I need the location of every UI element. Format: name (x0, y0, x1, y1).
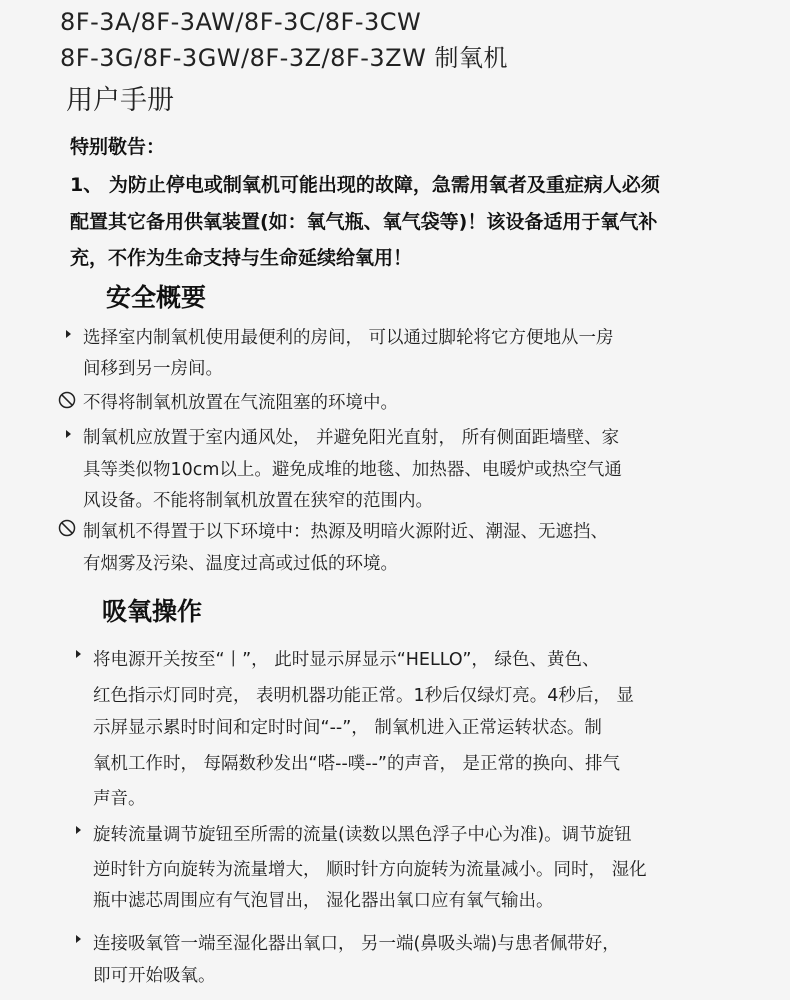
model-list-line-2: 8F-3G/8F-3GW/8F-3Z/8F-3ZW 制氧机 (60, 44, 508, 72)
safety-heading: 安全概要 (106, 283, 207, 312)
safety-item-line: 间移到另一房间。 (83, 359, 223, 379)
warning-line: 配置其它备用供氧装置(如：氧气瓶、氧气袋等)！该设备适用于氧气补 (70, 211, 658, 233)
safety-item-line: 具等类似物10cm以上。避免成堆的地毯、加热器、电暖炉或热空气通 (83, 460, 622, 480)
safety-item-line: 不得将制氧机放置在气流阻塞的环境中。 (83, 393, 398, 413)
warning-line: 1、 为防止停电或制氧机可能出现的故障，急需用氧者及重症病人必须 (70, 174, 660, 196)
prohibited-icon (58, 519, 76, 537)
model-list-line-1: 8F-3A/8F-3AW/8F-3C/8F-3CW (60, 8, 422, 36)
bullet-arrow-icon (76, 650, 81, 658)
operation-item-line: 旋转流量调节旋钮至所需的流量(读数以黑色浮子中心为准)。调节旋钮 (93, 825, 632, 845)
warning-title: 特别敬告： (70, 136, 166, 158)
operation-item-line: 逆时针方向旋转为流量增大， 顺时针方向旋转为流量减小。同时， 湿化 (93, 860, 647, 880)
operation-item-line: 氧机工作时， 每隔数秒发出“嗒--噗--”的声音， 是正常的换向、排气 (93, 754, 621, 774)
warning-line: 充，不作为生命支持与生命延续给氧用！ (70, 247, 413, 269)
operation-item-line: 即可开始吸氧。 (93, 966, 216, 986)
safety-item-line: 风设备。不能将制氧机放置在狭窄的范围内。 (83, 491, 433, 511)
prohibited-icon (58, 391, 76, 409)
operation-item-line: 连接吸氧管一端至湿化器出氧口， 另一端(鼻吸头端)与患者佩带好， (93, 934, 620, 954)
operation-item-line: 声音。 (93, 789, 146, 809)
operation-item-line: 瓶中滤芯周围应有气泡冒出， 湿化器出氧口应有氧气输出。 (93, 891, 554, 911)
safety-item-line: 选择室内制氧机使用最便利的房间， 可以通过脚轮将它方便地从一房 (83, 328, 614, 348)
bullet-arrow-icon (76, 826, 81, 834)
bullet-arrow-icon (66, 430, 71, 438)
manual-title: 用户手册 (66, 85, 174, 116)
operation-item-line: 红色指示灯同时亮， 表明机器功能正常。1秒后仅绿灯亮。4秒后， 显 (93, 686, 634, 706)
operation-item-line: 将电源开关按至“丨”， 此时显示屏显示“HELLO”， 绿色、黄色、 (93, 650, 600, 670)
operation-heading: 吸氧操作 (102, 597, 203, 626)
safety-item-line: 制氧机应放置于室内通风处， 并避免阳光直射， 所有侧面距墙壁、家 (83, 428, 620, 448)
safety-item-line: 制氧机不得置于以下环境中：热源及明暗火源附近、潮湿、无遮挡、 (83, 522, 608, 542)
bullet-arrow-icon (66, 330, 71, 338)
operation-item-line: 示屏显示累时时间和定时时间“--”， 制氧机进入正常运转状态。制 (93, 718, 602, 738)
bullet-arrow-icon (76, 935, 81, 943)
safety-item-line: 有烟雾及污染、温度过高或过低的环境。 (83, 554, 398, 574)
